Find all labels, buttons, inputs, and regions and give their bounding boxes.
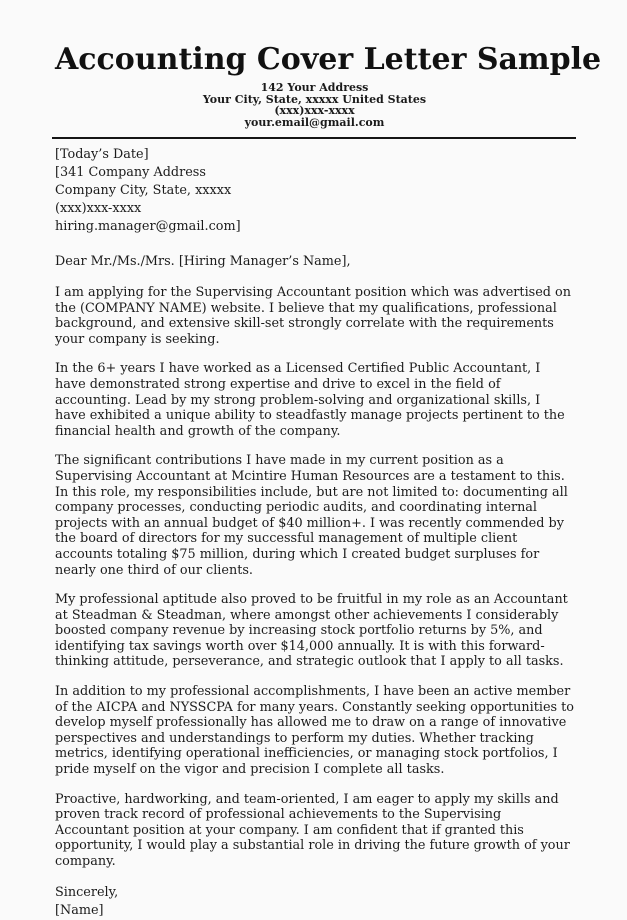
paragraph-intro: I am applying for the Supervising Accountant position which was advertised on the (COMPANY NAME) website. I believe that my qualifications, professional background, and extensive skill-set strongly correlate with the requirements your company is seeking. xyxy=(55,285,572,347)
page-title: Accounting Cover Letter Sample xyxy=(55,42,602,77)
sender-email-line: your.email@gmail.com xyxy=(244,115,385,129)
company-email-line: hiring.manager@gmail.com] xyxy=(55,219,241,234)
company-address-line: [341 Company Address xyxy=(55,165,206,180)
recipient-block xyxy=(55,146,574,236)
letter-date-line: [Today’s Date] xyxy=(55,147,149,162)
closing-line: Sincerely, xyxy=(55,884,119,900)
sender-address-line: 142 Your Address xyxy=(260,81,369,94)
letter-body xyxy=(55,146,574,920)
greeting-line: Dear Mr./Ms./Mrs. [Hiring Manager’s Name], xyxy=(55,254,351,269)
company-city-state-line: Company City, State, xxxxx xyxy=(55,183,232,198)
paragraph-memberships: In addition to my professional accomplishments, I have been an active member of the AICPA and NYSSCPA for many years. Constantly seeking opportunities to develop myself professionally has allowed me to draw on a range of innovative perspectives and understandings to perform my duties. Whether tracking metrics, identifying operational inefficiencies, or managing stock portfolios, I pride myself on the vigor and precision I complete all tasks. xyxy=(55,684,574,778)
paragraph-previous-role: My professional aptitude also proved to be fruitful in my role as an Accountant at Steadman & Steadman, where amongst other achievements I considerably boosted company revenue by increasing stock portfolio returns by 5%, and identifying tax savings worth over $14,000 annually. It is with this forward-thinking attitude, perseverance, and strategic outlook that I apply to all tasks. xyxy=(55,592,568,670)
signature-name-line: [Name] xyxy=(55,902,104,918)
paragraph-experience: In the 6+ years I have worked as a Licensed Certified Public Accountant, I have demonstrated strong expertise and drive to excel in the field of accounting. Lead by my strong problem-solving and organizational skills, I have exhibited a unique ability to steadfastly manage projects pertinent to the financial health and growth of the company. xyxy=(55,361,565,439)
company-phone-line: (xxx)xxx-xxxx xyxy=(55,201,142,216)
header-divider xyxy=(52,137,576,139)
sender-contact-block xyxy=(55,82,574,128)
sender-city-state-line: Your City, State, xxxxx United States xyxy=(202,92,427,106)
signature-block xyxy=(55,884,574,920)
paragraph-conclusion: Proactive, hardworking, and team-oriented, I am eager to apply my skills and proven track record of professional achievements to the Supervising Accountant position at your company. I am confident that if granted this opportunity, I would play a substantial role in driving the future growth of your company. xyxy=(55,791,570,869)
sender-phone-line: (xxx)xxx-xxxx xyxy=(274,104,355,117)
paragraph-current-position: The significant contributions I have made in my current position as a Supervising Accountant at Mcintire Human Resources are a testament to this. In this role, my responsibilities include, but are not limited to: documenting all company processes, conducting periodic audits, and coordinating internal projects with an annual budget of $40 million+. I was recently commended by the board of directors for my successful management of multiple client accounts totaling $75 million, during which I created budget surpluses for nearly one third of our clients. xyxy=(55,453,568,578)
